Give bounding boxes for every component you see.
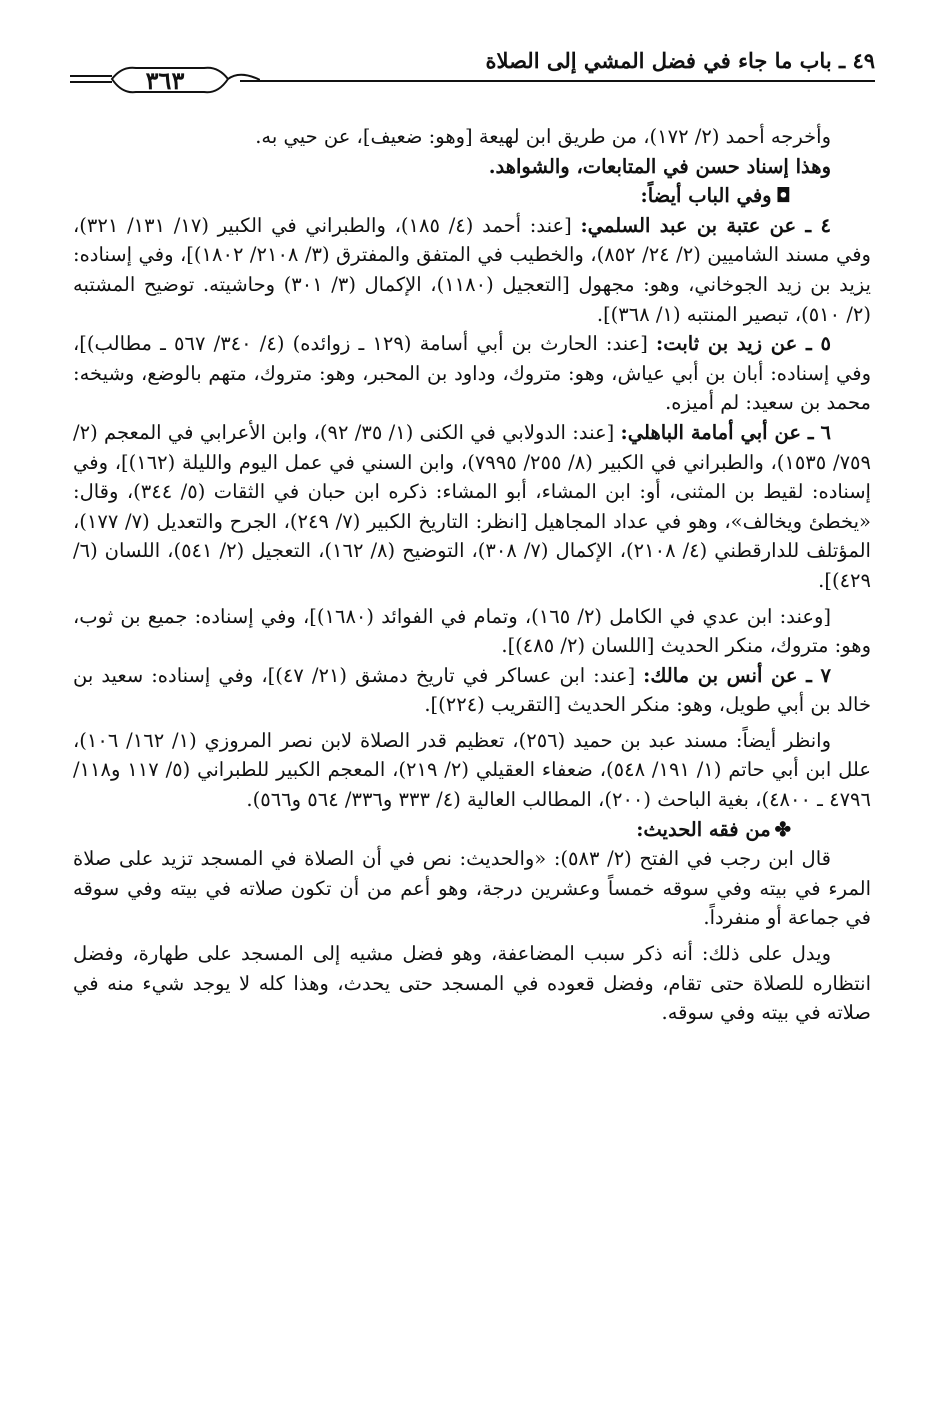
hadith-entry-7	[73, 661, 871, 720]
entry-text: [عند: الدولابي في الكنى (١/ ٣٥/ ٩٢)، وابن الأعرابي في المعجم (٢/ ٧٥٩/ ١٥٣٥)، والطبراني في الكبير (٨/ ٢٥٥/ ٧٩٩٥)، وابن السني في عمل اليوم والليلة (١٦٢)]، وفي إسناده: لقيط بن المثنى، أو: ابن المشاء، أبو المشاء: ذكره ابن حبان في الثقات (٥/ ٣٤٤)، وقال: «يخطئ ويخالف»، وهو في عداد المجاهيل [انظر: التاريخ الكبير (٧/ ٢٤٩)، الجرح والتعديل (٧/ ١٧٧)، المؤتلف للدارقطني (٤/ ٢١٠٨)، الإكمال (٧/ ٣٠٨)، التوضيح (٨/ ١٦٢)، التعجيل (٢/ ٥٤١)، اللسان (٦/ ٤٢٩)].	[73, 420, 871, 592]
narrator-name: عن زيد بن ثابت:	[656, 332, 798, 356]
entry-text: [عند: أحمد (٤/ ١٨٥)، والطبراني في الكبير (١٧/ ١٣١/ ٣٢١)، وفي مسند الشاميين (٢/ ٢٤/ ٨٥٢)، والخطيب في المتفق والمفترق (٣/ ٢١٠٨/ ١٨٠٢)]، وفي إسناده: يزيد بن زيد الجوخاني، وهو: مجهول [التعجيل (١١٨٠)، الإكمال (٣/ ٣٠١) وحاشيته. توضيح المشتبه (٢/ ٥١٠)، تبصير المنتبه (١/ ٣٦٨)].	[73, 213, 871, 326]
section-heading-bab	[73, 181, 871, 211]
page-header	[70, 48, 875, 98]
hadith-entry-5	[73, 329, 871, 418]
bold-statement: وهذا إسناد حسن في المتابعات، والشواهد.	[488, 154, 831, 178]
section-heading: وفي الباب أيضاً:	[640, 184, 772, 208]
paragraph-evidence	[73, 939, 871, 1028]
hadith-entry-6	[73, 418, 871, 596]
paragraph-text: ويدل على ذلك: أنه ذكر سبب المضاعفة، وهو فضل مشيه إلى المسجد على طهارة، وفضل انتظاره للصلاة حتى تقام، وفضل قعوده في المسجد حتى يحدث، وهذا كله لا يوجد شيء منه في صلاته في بيته وفي سوقه.	[73, 942, 871, 1025]
narrator-name: عن أبي أمامة الباهلي:	[620, 420, 801, 444]
paragraph-text: وانظر أيضاً: مسند عبد بن حميد (٢٥٦)، تعظيم قدر الصلاة لابن نصر المروزي (١/ ١٦٢/ ١٠٦)، علل ابن أبي حاتم (١/ ١٩١/ ٥٤٨)، ضعفاء العقيلي (٢/ ٢١٩)، المعجم الكبير للطبراني (٥/ ١١٧ و١١٨/ ٤٧٩٦ ـ ٤٨٠٠)، بغية الباحث (٢٠٠)، المطالب العالية (٤/ ٣٣٣ و٣٣٦/ ٥٦٤ و٥٦٦).	[73, 728, 871, 812]
page-number-ornament	[70, 62, 260, 102]
paragraph-1	[73, 122, 871, 152]
flower-bullet-icon: ✤	[774, 817, 791, 841]
paragraph-text: وأخرجه أحمد (٢/ ١٧٢)، من طريق ابن لهيعة [وهو: ضعيف]، عن حيي به.	[255, 125, 831, 148]
paragraph-ibn-rajab	[73, 844, 871, 933]
entry-number: ٧ ـ	[797, 663, 831, 687]
hadith-entry-4	[73, 211, 871, 329]
section-heading: من فقه الحديث:	[636, 817, 771, 841]
paragraph-ibn-adi	[73, 602, 871, 661]
entry-number: ٤ ـ	[796, 213, 831, 237]
bullet-icon: ◘	[775, 184, 791, 208]
entry-number: ٦ ـ	[800, 420, 831, 444]
header-rule	[240, 80, 875, 82]
paragraph-text: قال ابن رجب في الفتح (٢/ ٥٨٣): «والحديث: نص في أن الصلاة في المسجد تزيد على صلاة المرء في بيته وفي سوقه خمساً وعشرين درجة، وهو أعم من أن تكون صلاته في بيته وفي سوقه في جماعة أو منفرداً.	[73, 847, 871, 930]
section-heading-fiqh	[73, 815, 871, 845]
paragraph-text: [وعند: ابن عدي في الكامل (٢/ ١٦٥)، وتمام في الفوائد (١٦٨٠)]، وفي إسناده: جميع بن ثوب، وهو: متروك، منكر الحديث [اللسان (٢/ ٤٨٥)].	[73, 604, 871, 658]
narrator-name: عن أنس بن مالك:	[643, 663, 798, 687]
paragraph-2	[73, 152, 871, 182]
narrator-name: عن عتبة بن عبد السلمي:	[580, 213, 797, 237]
paragraph-see-also	[73, 726, 871, 815]
page-number: ٣٦٣	[145, 66, 185, 95]
entry-text: [عند: ابن عساكر في تاريخ دمشق (٢١/ ٤٧)]، وفي إسناده: سعيد بن خالد بن أبي طويل، وهو: منكر الحديث [التقريب (٢٢٤)].	[73, 663, 871, 717]
entry-text: [عند: الحارث بن أبي أسامة (١٢٩ ـ زوائده) (٤/ ٣٤٠/ ٥٦٧ ـ مطالب)]، وفي إسناده: أبان بن أبي عياش، وهو: متروك، وداود بن المحبر، وهو: متروك، متهم بالوضع، وشيخه: محمد بن سعيد: لم أميزه.	[73, 332, 871, 415]
entry-number: ٥ ـ	[797, 332, 831, 356]
running-title: ٤٩ ـ باب ما جاء في فضل المشي إلى الصلاة	[485, 48, 875, 73]
page-body	[73, 122, 871, 1028]
